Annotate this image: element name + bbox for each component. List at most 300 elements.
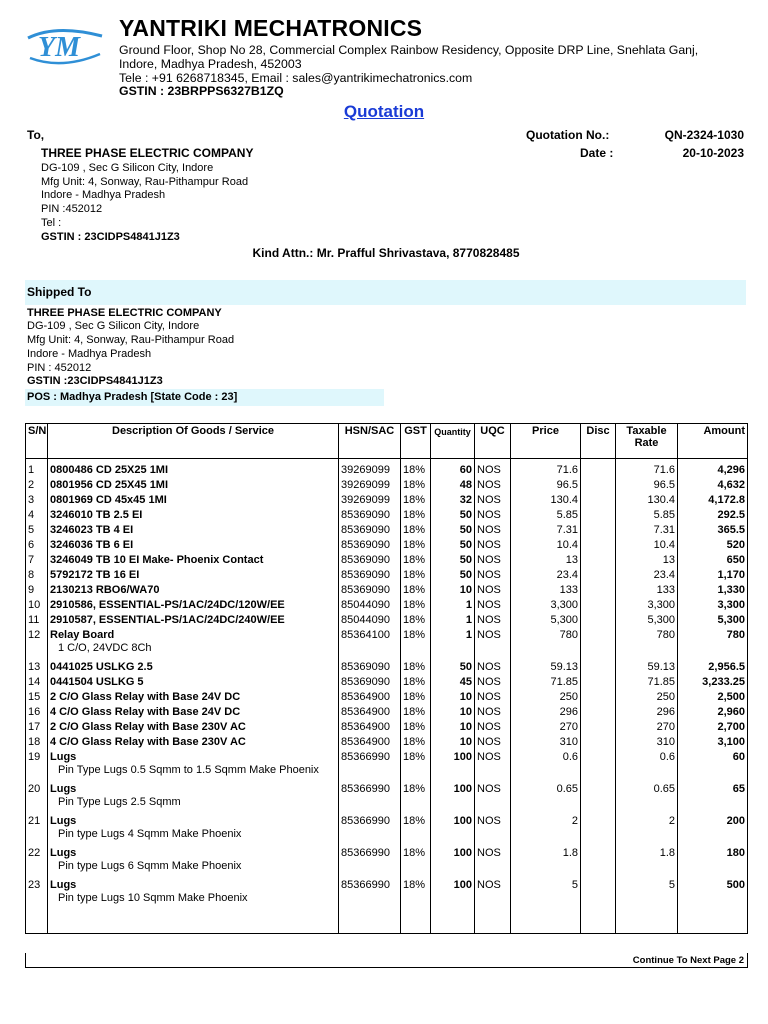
- cell-quantity: 50: [431, 660, 475, 675]
- company-contact: Tele : +91 6268718345, Email : sales@yantrikimechatronics.com: [119, 71, 473, 85]
- logo-text: YM: [38, 32, 80, 63]
- cell-uqc: NOS: [475, 660, 511, 675]
- cell-sn: 7: [26, 553, 48, 568]
- cell-amount: 520: [678, 538, 748, 553]
- cell-amount: 3,100: [678, 735, 748, 750]
- company-gstin: GSTIN : 23BRPPS6327B1ZQ: [119, 84, 284, 98]
- cell-description: [48, 538, 339, 553]
- table-row: [26, 583, 748, 598]
- cell-description: [48, 814, 339, 846]
- cell-uqc: NOS: [475, 568, 511, 583]
- cell-taxable-rate: 7.31: [616, 523, 678, 538]
- cell-amount: 4,172.8: [678, 493, 748, 508]
- cell-disc: [581, 478, 616, 493]
- col-sn: S/N: [26, 424, 48, 459]
- cell-disc: [581, 523, 616, 538]
- cell-amount: 200: [678, 814, 748, 846]
- cell-taxable-rate: 0.6: [616, 750, 678, 782]
- cell-gst: 18%: [401, 493, 431, 508]
- item-name: 0800486 CD 25X25 1MI: [50, 464, 169, 476]
- cell-taxable-rate: 250: [616, 690, 678, 705]
- cell-disc: [581, 508, 616, 523]
- cell-description: [48, 598, 339, 613]
- customer-address-line: Indore - Madhya Pradesh: [41, 189, 166, 201]
- cell-price: 71.6: [511, 463, 581, 478]
- cell-amount: 292.5: [678, 508, 748, 523]
- cell-uqc: NOS: [475, 538, 511, 553]
- cell-gst: 18%: [401, 782, 431, 814]
- cell-taxable-rate: 3,300: [616, 598, 678, 613]
- item-name: 4 C/O Glass Relay with Base 24V DC: [50, 706, 241, 718]
- table-row: [26, 613, 748, 628]
- cell-sn: 19: [26, 750, 48, 782]
- cell-taxable-rate: 59.13: [616, 660, 678, 675]
- cell-gst: 18%: [401, 508, 431, 523]
- table-row: [26, 508, 748, 523]
- quotation-no-label: Quotation No.:: [526, 128, 610, 142]
- cell-sn: 17: [26, 720, 48, 735]
- cell-price: 96.5: [511, 478, 581, 493]
- cell-quantity: 50: [431, 523, 475, 538]
- cell-price: 3,300: [511, 598, 581, 613]
- cell-price: 296: [511, 705, 581, 720]
- cell-gst: 18%: [401, 720, 431, 735]
- table-row: [26, 675, 748, 690]
- cell-disc: [581, 735, 616, 750]
- cell-price: 71.85: [511, 675, 581, 690]
- cell-disc: [581, 846, 616, 878]
- cell-amount: 4,296: [678, 463, 748, 478]
- item-name: 3246023 TB 4 EI: [50, 524, 134, 536]
- cell-amount: 2,956.5: [678, 660, 748, 675]
- item-name: Lugs: [50, 847, 77, 859]
- cell-quantity: 10: [431, 583, 475, 598]
- cell-sn: 15: [26, 690, 48, 705]
- item-name: 2 C/O Glass Relay with Base 24V DC: [50, 691, 241, 703]
- cell-gst: 18%: [401, 568, 431, 583]
- cell-taxable-rate: 0.65: [616, 782, 678, 814]
- cell-hsn: 85369090: [339, 523, 401, 538]
- cell-description: [48, 568, 339, 583]
- shipped-to-label: Shipped To: [27, 285, 92, 299]
- col-price: Price: [511, 424, 581, 459]
- item-name: 2 C/O Glass Relay with Base 230V AC: [50, 721, 246, 733]
- filler-cell: [678, 910, 748, 934]
- company-logo: [26, 22, 104, 68]
- cell-price: 250: [511, 690, 581, 705]
- to-label: To,: [27, 128, 45, 142]
- table-row: [26, 878, 748, 910]
- cell-gst: 18%: [401, 878, 431, 910]
- cell-description: [48, 478, 339, 493]
- cell-disc: [581, 705, 616, 720]
- cell-hsn: 85369090: [339, 675, 401, 690]
- cell-disc: [581, 598, 616, 613]
- col-disc: Disc: [581, 424, 616, 459]
- col-description: Description Of Goods / Service: [48, 424, 339, 459]
- cell-uqc: NOS: [475, 735, 511, 750]
- cell-price: 23.4: [511, 568, 581, 583]
- customer-address-line: DG-109 , Sec G Silicon City, Indore: [41, 162, 214, 174]
- cell-quantity: 32: [431, 493, 475, 508]
- cell-sn: 11: [26, 613, 48, 628]
- item-subdescription: 1 C/O, 24VDC 8Ch: [58, 642, 152, 654]
- cell-gst: 18%: [401, 523, 431, 538]
- shipped-address-line: Indore - Madhya Pradesh: [27, 348, 152, 360]
- cell-taxable-rate: 71.6: [616, 463, 678, 478]
- cell-uqc: NOS: [475, 846, 511, 878]
- filler-cell: [475, 910, 511, 934]
- cell-amount: 365.5: [678, 523, 748, 538]
- cell-price: 780: [511, 628, 581, 660]
- table-row: [26, 720, 748, 735]
- cell-sn: 14: [26, 675, 48, 690]
- cell-gst: 18%: [401, 735, 431, 750]
- shipped-to-bar: [25, 280, 746, 305]
- cell-hsn: 39269099: [339, 463, 401, 478]
- cell-quantity: 100: [431, 814, 475, 846]
- cell-hsn: 85364900: [339, 690, 401, 705]
- cell-gst: 18%: [401, 478, 431, 493]
- cell-quantity: 60: [431, 463, 475, 478]
- cell-taxable-rate: 296: [616, 705, 678, 720]
- table-row: [26, 846, 748, 878]
- item-name: 0441025 USLKG 2.5: [50, 661, 153, 673]
- cell-quantity: 50: [431, 538, 475, 553]
- shipped-address-line: Mfg Unit: 4, Sonway, Rau-Pithampur Road: [27, 334, 235, 346]
- cell-quantity: 10: [431, 690, 475, 705]
- cell-uqc: NOS: [475, 583, 511, 598]
- continue-note: Continue To Next Page 2: [632, 955, 744, 966]
- cell-sn: 23: [26, 878, 48, 910]
- cell-amount: 650: [678, 553, 748, 568]
- col-amount: Amount: [678, 424, 748, 459]
- table-row: [26, 690, 748, 705]
- table-header-row: [26, 424, 748, 459]
- cell-disc: [581, 720, 616, 735]
- table-row: [26, 628, 748, 660]
- cell-taxable-rate: 5: [616, 878, 678, 910]
- cell-uqc: NOS: [475, 508, 511, 523]
- cell-description: [48, 463, 339, 478]
- item-subdescription: Pin type Lugs 4 Sqmm Make Phoenix: [58, 828, 242, 840]
- cell-sn: 10: [26, 598, 48, 613]
- cell-description: [48, 690, 339, 705]
- cell-sn: 8: [26, 568, 48, 583]
- cell-sn: 21: [26, 814, 48, 846]
- cell-quantity: 50: [431, 568, 475, 583]
- item-name: Lugs: [50, 751, 77, 763]
- cell-taxable-rate: 96.5: [616, 478, 678, 493]
- cell-amount: 3,233.25: [678, 675, 748, 690]
- cell-disc: [581, 675, 616, 690]
- filler-cell: [26, 910, 48, 934]
- cell-disc: [581, 538, 616, 553]
- cell-description: [48, 660, 339, 675]
- item-name: 3246049 TB 10 EI Make- Phoenix Contact: [50, 554, 264, 566]
- cell-disc: [581, 782, 616, 814]
- table-row: [26, 660, 748, 675]
- cell-amount: 5,300: [678, 613, 748, 628]
- cell-gst: 18%: [401, 690, 431, 705]
- cell-uqc: NOS: [475, 628, 511, 660]
- filler-cell: [339, 910, 401, 934]
- cell-amount: 2,700: [678, 720, 748, 735]
- cell-description: [48, 583, 339, 598]
- col-taxable-rate: Taxable Rate: [616, 424, 678, 459]
- document-title: Quotation: [343, 102, 425, 121]
- cell-gst: 18%: [401, 613, 431, 628]
- cell-uqc: NOS: [475, 493, 511, 508]
- cell-uqc: NOS: [475, 478, 511, 493]
- item-name: Relay Board: [50, 629, 115, 641]
- cell-price: 7.31: [511, 523, 581, 538]
- cell-amount: 3,300: [678, 598, 748, 613]
- table-row: [26, 705, 748, 720]
- cell-price: 2: [511, 814, 581, 846]
- cell-quantity: 50: [431, 508, 475, 523]
- shipped-address-line: DG-109 , Sec G Silicon City, Indore: [27, 320, 200, 332]
- cell-taxable-rate: 133: [616, 583, 678, 598]
- cell-sn: 4: [26, 508, 48, 523]
- cell-taxable-rate: 5,300: [616, 613, 678, 628]
- cell-quantity: 100: [431, 750, 475, 782]
- cell-taxable-rate: 2: [616, 814, 678, 846]
- table-row: [26, 568, 748, 583]
- cell-hsn: 85364900: [339, 705, 401, 720]
- cell-price: 13: [511, 553, 581, 568]
- cell-sn: 16: [26, 705, 48, 720]
- cell-disc: [581, 583, 616, 598]
- item-subdescription: Pin Type Lugs 0.5 Sqmm to 1.5 Sqmm Make Phoenix: [58, 764, 319, 776]
- table-row: [26, 598, 748, 613]
- cell-uqc: NOS: [475, 782, 511, 814]
- item-name: 3246010 TB 2.5 EI: [50, 509, 143, 521]
- cell-sn: 5: [26, 523, 48, 538]
- cell-hsn: 85369090: [339, 583, 401, 598]
- cell-taxable-rate: 310: [616, 735, 678, 750]
- cell-uqc: NOS: [475, 705, 511, 720]
- shipped-name: THREE PHASE ELECTRIC COMPANY: [27, 307, 222, 319]
- cell-quantity: 1: [431, 598, 475, 613]
- cell-gst: 18%: [401, 553, 431, 568]
- cell-price: 5,300: [511, 613, 581, 628]
- cell-uqc: NOS: [475, 675, 511, 690]
- item-name: 2910586, ESSENTIAL-PS/1AC/24DC/120W/EE: [50, 599, 285, 611]
- cell-price: 5.85: [511, 508, 581, 523]
- item-subdescription: Pin type Lugs 6 Sqmm Make Phoenix: [58, 860, 242, 872]
- cell-hsn: 39269099: [339, 478, 401, 493]
- cell-disc: [581, 463, 616, 478]
- customer-address-line: Mfg Unit: 4, Sonway, Rau-Pithampur Road: [41, 176, 249, 188]
- cell-description: [48, 628, 339, 660]
- cell-description: [48, 750, 339, 782]
- cell-uqc: NOS: [475, 463, 511, 478]
- cell-quantity: 50: [431, 553, 475, 568]
- cell-price: 133: [511, 583, 581, 598]
- cell-hsn: 85369090: [339, 660, 401, 675]
- cell-taxable-rate: 71.85: [616, 675, 678, 690]
- cell-hsn: 85044090: [339, 598, 401, 613]
- col-gst: GST: [401, 424, 431, 459]
- customer-pin: PIN :452012: [41, 203, 103, 215]
- cell-amount: 65: [678, 782, 748, 814]
- cell-hsn: 85366990: [339, 878, 401, 910]
- item-name: 4 C/O Glass Relay with Base 230V AC: [50, 736, 246, 748]
- cell-sn: 2: [26, 478, 48, 493]
- cell-quantity: 100: [431, 878, 475, 910]
- cell-price: 10.4: [511, 538, 581, 553]
- cell-hsn: 85366990: [339, 814, 401, 846]
- customer-gstin: GSTIN : 23CIDPS4841J1Z3: [41, 231, 180, 243]
- cell-uqc: NOS: [475, 720, 511, 735]
- cell-hsn: 85366990: [339, 782, 401, 814]
- cell-taxable-rate: 780: [616, 628, 678, 660]
- cell-gst: 18%: [401, 463, 431, 478]
- cell-hsn: 85366990: [339, 846, 401, 878]
- customer-name: THREE PHASE ELECTRIC COMPANY: [41, 146, 254, 160]
- cell-hsn: 85364900: [339, 720, 401, 735]
- cell-gst: 18%: [401, 846, 431, 878]
- cell-disc: [581, 660, 616, 675]
- item-name: Lugs: [50, 879, 77, 891]
- table-row: [26, 523, 748, 538]
- cell-amount: 780: [678, 628, 748, 660]
- filler-cell: [401, 910, 431, 934]
- cell-description: [48, 523, 339, 538]
- cell-uqc: NOS: [475, 613, 511, 628]
- table-row: [26, 493, 748, 508]
- items-body: [26, 459, 748, 934]
- cell-sn: 18: [26, 735, 48, 750]
- cell-description: [48, 553, 339, 568]
- shipped-pin: PIN : 452012: [27, 362, 92, 374]
- cell-quantity: 45: [431, 675, 475, 690]
- cell-price: 1.8: [511, 846, 581, 878]
- kind-attention: Kind Attn.: Mr. Prafful Shrivastava, 8770828485: [252, 246, 520, 260]
- cell-quantity: 10: [431, 735, 475, 750]
- cell-quantity: 10: [431, 720, 475, 735]
- cell-quantity: 10: [431, 705, 475, 720]
- cell-disc: [581, 613, 616, 628]
- company-address-line-1: Ground Floor, Shop No 28, Commercial Complex Rainbow Residency, Opposite DRP Line, Snehlata Ganj,: [119, 43, 699, 57]
- cell-taxable-rate: 23.4: [616, 568, 678, 583]
- cell-sn: 3: [26, 493, 48, 508]
- company-name: YANTRIKI MECHATRONICS: [119, 15, 423, 41]
- cell-price: 310: [511, 735, 581, 750]
- table-row: [26, 814, 748, 846]
- cell-taxable-rate: 1.8: [616, 846, 678, 878]
- filler-cell: [431, 910, 475, 934]
- col-hsn: HSN/SAC: [339, 424, 401, 459]
- cell-uqc: NOS: [475, 878, 511, 910]
- cell-sn: 9: [26, 583, 48, 598]
- cell-sn: 22: [26, 846, 48, 878]
- cell-amount: 1,170: [678, 568, 748, 583]
- customer-tel: Tel :: [41, 217, 62, 229]
- cell-description: [48, 735, 339, 750]
- item-name: 0801969 CD 45x45 1MI: [50, 494, 167, 506]
- filler-cell: [581, 910, 616, 934]
- cell-quantity: 100: [431, 846, 475, 878]
- cell-hsn: 85366990: [339, 750, 401, 782]
- cell-taxable-rate: 270: [616, 720, 678, 735]
- cell-taxable-rate: 5.85: [616, 508, 678, 523]
- place-of-supply: POS : Madhya Pradesh [State Code : 23]: [27, 391, 238, 403]
- table-row: [26, 782, 748, 814]
- cell-hsn: 85369090: [339, 508, 401, 523]
- cell-taxable-rate: 13: [616, 553, 678, 568]
- cell-uqc: NOS: [475, 523, 511, 538]
- cell-description: [48, 720, 339, 735]
- item-name: 0801956 CD 25X45 1MI: [50, 479, 169, 491]
- cell-description: [48, 508, 339, 523]
- date-label: Date :: [580, 146, 614, 160]
- item-name: 2910587, ESSENTIAL-PS/1AC/24DC/240W/EE: [50, 614, 285, 626]
- cell-uqc: NOS: [475, 814, 511, 846]
- item-name: 0441504 USLKG 5: [50, 676, 144, 688]
- cell-gst: 18%: [401, 598, 431, 613]
- cell-quantity: 48: [431, 478, 475, 493]
- cell-gst: 18%: [401, 750, 431, 782]
- cell-sn: 1: [26, 463, 48, 478]
- cell-uqc: NOS: [475, 690, 511, 705]
- cell-description: [48, 613, 339, 628]
- filler-cell: [511, 910, 581, 934]
- cell-disc: [581, 568, 616, 583]
- cell-disc: [581, 750, 616, 782]
- cell-description: [48, 878, 339, 910]
- cell-sn: 6: [26, 538, 48, 553]
- cell-amount: 1,330: [678, 583, 748, 598]
- cell-disc: [581, 553, 616, 568]
- item-subdescription: Pin Type Lugs 2.5 Sqmm: [58, 796, 181, 808]
- cell-quantity: 100: [431, 782, 475, 814]
- cell-price: 5: [511, 878, 581, 910]
- item-name: 3246036 TB 6 EI: [50, 539, 134, 551]
- cell-disc: [581, 878, 616, 910]
- cell-hsn: 85364900: [339, 735, 401, 750]
- cell-hsn: 39269099: [339, 493, 401, 508]
- table-row: [26, 750, 748, 782]
- cell-disc: [581, 690, 616, 705]
- cell-description: [48, 705, 339, 720]
- table-row: [26, 553, 748, 568]
- cell-price: 0.6: [511, 750, 581, 782]
- company-address-line-2: Indore, Madhya Pradesh, 452003: [119, 57, 302, 71]
- item-name: 2130213 RBO6/WA70: [50, 584, 160, 596]
- cell-amount: 2,500: [678, 690, 748, 705]
- cell-uqc: NOS: [475, 750, 511, 782]
- cell-amount: 60: [678, 750, 748, 782]
- filler-cell: [48, 910, 339, 934]
- item-name: Lugs: [50, 815, 77, 827]
- filler-cell: [616, 910, 678, 934]
- cell-description: [48, 493, 339, 508]
- cell-hsn: 85369090: [339, 568, 401, 583]
- cell-sn: 20: [26, 782, 48, 814]
- table-filler-row: [26, 910, 748, 934]
- item-name: Lugs: [50, 783, 77, 795]
- cell-description: [48, 675, 339, 690]
- cell-hsn: 85369090: [339, 553, 401, 568]
- cell-quantity: 1: [431, 613, 475, 628]
- cell-price: 130.4: [511, 493, 581, 508]
- cell-price: 270: [511, 720, 581, 735]
- cell-gst: 18%: [401, 583, 431, 598]
- cell-price: 59.13: [511, 660, 581, 675]
- cell-disc: [581, 628, 616, 660]
